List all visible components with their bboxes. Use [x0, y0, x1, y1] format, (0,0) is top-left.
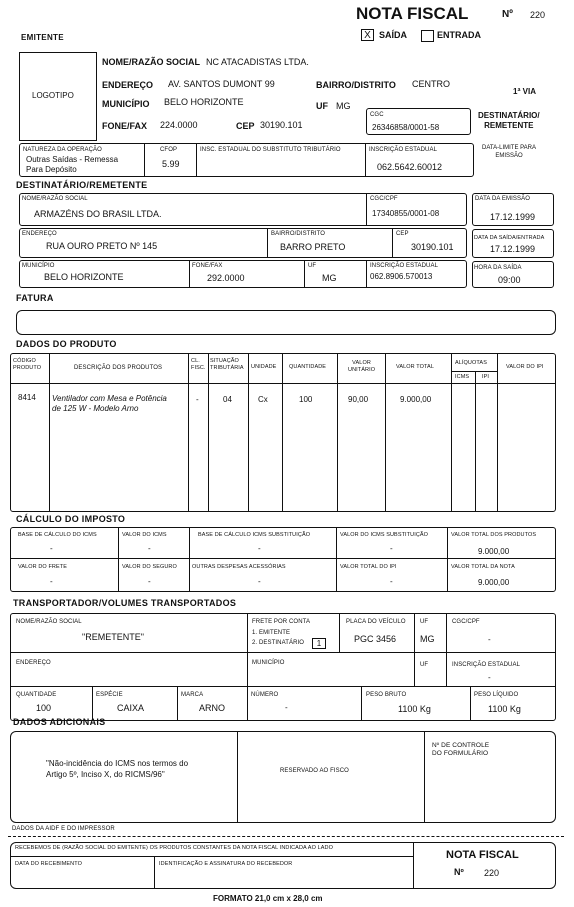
emitente-cep: 30190.101 [260, 120, 303, 130]
outras-despesas: - [258, 577, 261, 586]
emissao-data: 17.12.1999 [490, 212, 536, 222]
col-descricao: DESCRIÇÃO DOS PRODUTOS [74, 365, 163, 371]
valor-icms: - [148, 544, 151, 553]
col-ipi: IPI [482, 374, 490, 380]
transp-uf2-label: UF [420, 662, 429, 668]
transp-frete-op2: 2. DESTINATÁRIO [252, 640, 305, 646]
outras-despesas-label: OUTRAS DESPESAS ACESSÓRIAS [192, 564, 286, 570]
recebemos-label: RECEBEMOS DE (RAZÃO SOCIAL DO EMITENTE) OS PRODUTOS CONSTANTES DA NOTA FISCAL INDICADA AO LADO [15, 845, 333, 851]
dest-cgc: 17340855/0001-08 [372, 209, 440, 218]
emitente-bairro-label: BAIRRO/DISTRITO [316, 80, 396, 90]
cut-line [8, 836, 564, 837]
col-quantidade: QUANTIDADE [289, 364, 327, 370]
dest-insc-label: INSCRIÇÃO ESTADUAL [370, 263, 439, 269]
transp-nome-label: NOME/RAZÃO SOCIAL [16, 619, 82, 625]
total-ipi: - [390, 577, 393, 586]
hora-saida: 09:00 [498, 275, 521, 285]
natureza-valor: Outras Saídas - Remessa Para Depósito [26, 155, 119, 174]
col-aliquotas: ALÍQUOTAS [455, 360, 487, 366]
destinatario-section: DESTINATÁRIO/REMETENTE [16, 180, 148, 190]
saida-data-label: DATA DA SAÍDA/ENTRADA [474, 235, 545, 241]
marca: ARNO [199, 703, 226, 713]
dest-cep: 30190.101 [411, 242, 454, 252]
transporte-section: TRANSPORTADOR/VOLUMES TRANSPORTADOS [13, 598, 237, 608]
col-situacao: SITUAÇÃO TRIBUTÁRIA [210, 358, 244, 372]
base-icms: - [50, 544, 53, 553]
dest-fone: 292.0000 [207, 273, 245, 283]
base-icms-label: BASE DE CÁLCULO DO ICMS [18, 532, 97, 538]
emitente-fone: 224.0000 [160, 120, 198, 130]
base-sub-label: BASE DE CÁLCULO ICMS SUBSTITUIÇÃO [198, 532, 311, 538]
transp-frete-label: FRETE POR CONTA [252, 619, 311, 625]
emitente-endereco: AV. SANTOS DUMONT 99 [168, 79, 275, 89]
transp-frete-op1: 1. EMITENTE [252, 630, 291, 636]
total-ipi-label: VALOR TOTAL DO IPI [340, 564, 397, 570]
dest-uf: MG [322, 273, 337, 283]
frete-label: VALOR DO FRETE [18, 564, 67, 570]
total-nota-label: VALOR TOTAL DA NOTA [451, 564, 515, 570]
emitente-cgc: 26346858/0001-58 [372, 123, 440, 132]
saida-checkbox[interactable]: X [361, 29, 374, 41]
col-total: VALOR TOTAL [396, 364, 434, 370]
seguro-label: VALOR DO SEGURO [122, 564, 177, 570]
valor-sub: - [390, 544, 393, 553]
canhoto-title: NOTA FISCAL [446, 849, 519, 861]
cfop-valor: 5.99 [162, 159, 180, 169]
nota-fiscal-title: NOTA FISCAL [356, 4, 469, 23]
adicionais-texto: "Não-incidência do ICMS nos termos do Artigo 5º, Inciso X, do RICMS/96" [46, 759, 189, 780]
emitente-nome-label: NOME/RAZÃO SOCIAL [102, 57, 200, 67]
formato-label: FORMATO 21,0 cm x 28,0 cm [213, 894, 323, 903]
reservado-fisco: RESERVADO AO FISCO [280, 768, 349, 774]
total-produtos: 9.000,00 [478, 547, 510, 556]
assinatura-label: IDENTIFICAÇÃO E ASSINATURA DO RECEBEDOR [159, 861, 293, 867]
qtd-label: QUANTIDADE [16, 692, 57, 698]
canhoto-numero-label: Nº [454, 867, 464, 877]
canhoto-numero: 220 [484, 868, 500, 878]
especie-label: ESPÉCIE [96, 692, 123, 698]
produto-quantidade: 100 [299, 395, 313, 404]
nota-numero: 220 [530, 10, 546, 20]
produto-unitario: 90,00 [348, 395, 369, 404]
adicionais-section: DADOS ADICIONAIS [13, 717, 106, 727]
numero-transp-label: NÚMERO [251, 692, 279, 698]
especie: CAIXA [117, 703, 145, 713]
transp-placa-label: PLACA DO VEÍCULO [346, 619, 406, 625]
emitente-uf: MG [336, 101, 351, 111]
peso-liquido: 1100 Kg [488, 704, 521, 714]
produtos-section: DADOS DO PRODUTO [16, 339, 117, 349]
col-codigo: CÓDIGO PRODUTO [13, 358, 42, 372]
col-cl-fisc: CL. FISC. [191, 358, 206, 372]
col-unitario: VALOR UNITÁRIO [348, 360, 376, 374]
dest-uf-label: UF [308, 263, 317, 269]
transp-municipio-label: MUNICÍPIO [252, 660, 285, 666]
via-destinatario: DESTINATÁRIO/ REMETENTE [478, 111, 540, 130]
logo-label: LOGOTIPO [32, 91, 74, 100]
seguro: - [148, 577, 151, 586]
frete: - [50, 577, 53, 586]
produto-total: 9.000,00 [400, 395, 432, 404]
dest-municipio-label: MUNICÍPIO [22, 263, 55, 269]
emitente-endereco-label: ENDEREÇO [102, 80, 154, 90]
col-unidade: UNIDADE [251, 364, 277, 370]
data-recebimento-label: DATA DO RECEBIMENTO [15, 861, 82, 867]
col-icms: ICMS [455, 374, 470, 380]
cfop-label: CFOP [160, 147, 178, 153]
valor-sub-label: VALOR DO ICMS SUBSTITUIÇÃO [340, 532, 429, 538]
total-produtos-label: VALOR TOTAL DOS PRODUTOS [451, 532, 537, 538]
insc-estadual-valor: 062.5642.60012 [377, 162, 443, 172]
via-label: 1ª VIA [513, 87, 536, 96]
transp-uf-label: UF [420, 619, 429, 625]
produto-descricao: Ventilador com Mesa e Potência de 125 W - Modelo Arno [52, 394, 167, 414]
aidf-label: DADOS DA AIDF E DO IMPRESSOR [12, 826, 115, 832]
dest-nome: ARMAZÉNS DO BRASIL LTDA. [34, 209, 162, 219]
produto-cl: - [196, 395, 199, 404]
dest-cep-label: CEP [396, 231, 409, 237]
dest-endereco-label: ENDEREÇO [22, 231, 57, 237]
imposto-section: CÁLCULO DO IMPOSTO [16, 514, 126, 524]
emitente-fone-label: FONE/FAX [102, 121, 148, 131]
transp-endereco-label: ENDEREÇO [16, 660, 51, 666]
peso-bruto-label: PESO BRUTO [366, 692, 407, 698]
cgc-label: CGC [370, 112, 384, 118]
dest-insc: 062.8906.570013 [370, 272, 433, 281]
transp-insc-label: INSCRIÇÃO ESTADUAL [452, 662, 521, 668]
qtd: 100 [36, 703, 52, 713]
peso-bruto: 1100 Kg [398, 704, 431, 714]
transp-placa: PGC 3456 [354, 634, 397, 644]
insc-substituto-label: INSC. ESTADUAL DO SUBSTITUTO TRIBUTÁRIO [200, 147, 341, 153]
transp-insc: - [488, 673, 491, 682]
transp-nome: "REMETENTE" [82, 632, 144, 642]
col-valor-ipi: VALOR DO IPI [506, 364, 544, 370]
transp-cgc: - [488, 635, 491, 644]
produto-unidade: Cx [258, 395, 268, 404]
emitente-heading: EMITENTE [21, 33, 64, 42]
marca-label: MARCA [181, 692, 204, 698]
emitente-uf-label: UF [316, 101, 328, 111]
dest-municipio: BELO HORIZONTE [44, 272, 124, 282]
numero-transp: - [285, 703, 288, 712]
transp-frete-checkbox[interactable]: 1 [312, 638, 326, 649]
fatura-box [16, 310, 556, 335]
dest-bairro-label: BAIRRO/DISTRITO [271, 231, 326, 237]
hora-label: HORA DA SAÍDA [474, 265, 522, 271]
valor-icms-label: VALOR DO ICMS [122, 532, 167, 538]
base-sub: - [258, 544, 261, 553]
dest-bairro: BARRO PRETO [280, 242, 346, 252]
dest-fone-label: FONE/FAX [192, 263, 223, 269]
emitente-nome: NC ATACADISTAS LTDA. [206, 57, 309, 67]
data-limite-label: DATA-LIMITE PARA EMISSÃO [482, 145, 537, 159]
emitente-bairro: CENTRO [412, 79, 450, 89]
transp-uf: MG [420, 634, 435, 644]
dest-endereco: RUA OURO PRETO Nº 145 [46, 241, 158, 251]
dest-nome-label: NOME/RAZÃO SOCIAL [22, 196, 88, 202]
entrada-checkbox[interactable] [421, 30, 434, 42]
entrada-label: ENTRADA [437, 30, 481, 40]
dest-cgc-label: CGC/CPF [370, 196, 398, 202]
controle-formulario: Nº DE CONTROLE DO FORMULÁRIO [432, 742, 490, 758]
emitente-municipio-label: MUNICÍPIO [102, 99, 150, 109]
saida-data: 17.12.1999 [490, 244, 536, 254]
produto-situacao: 04 [223, 395, 232, 404]
numero-label: Nº [502, 9, 513, 20]
produto-codigo: 8414 [18, 393, 36, 402]
peso-liquido-label: PESO LÍQUIDO [474, 692, 519, 698]
emitente-municipio: BELO HORIZONTE [164, 97, 244, 107]
fatura-section: FATURA [16, 293, 54, 303]
insc-estadual-label: INSCRIÇÃO ESTADUAL [369, 147, 438, 153]
transp-cgc-label: CGC/CPF [452, 619, 480, 625]
emitente-cep-label: CEP [236, 121, 255, 131]
saida-label: SAÍDA [379, 30, 408, 40]
emissao-label: DATA DA EMISSÃO [475, 196, 530, 202]
natureza-label: NATUREZA DA OPERAÇÃO [23, 147, 102, 153]
total-nota: 9.000,00 [478, 578, 510, 587]
